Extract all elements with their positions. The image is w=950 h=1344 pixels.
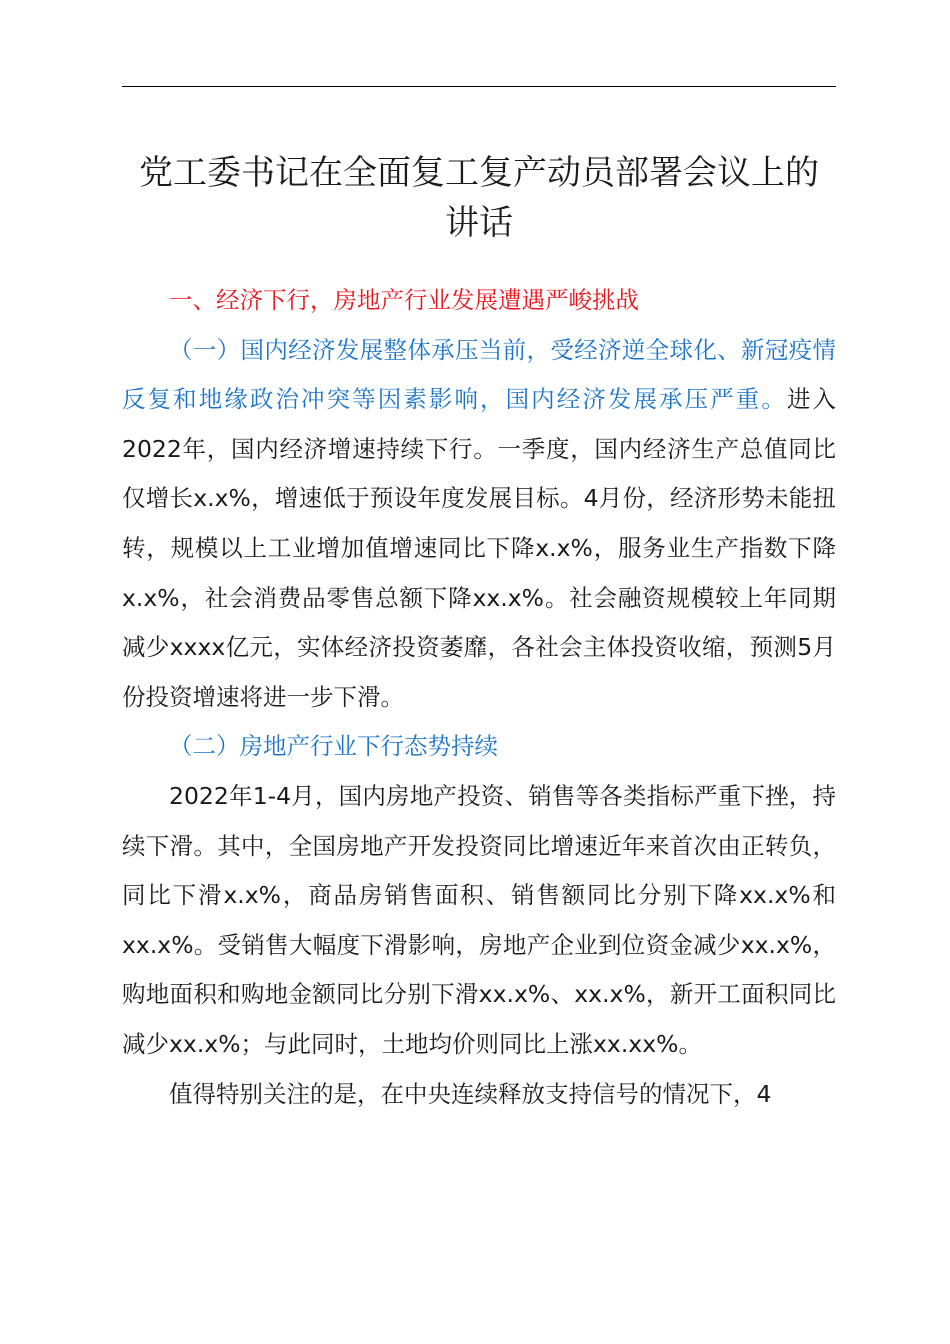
header-rule bbox=[122, 86, 836, 87]
paragraph-1-text: 进入2022年，国内经济增速持续下行。一季度，国内经济生产总值同比仅增长x.x%，增速低于预设年度发展目标。4月份，经济形势未能扭转，规模以上工业增加值增速同比下降x.x%，服务业生产指数下降x.x%，社会消费品零售总额下降xx.x%。社会融资规模较上年同期减少xxxx亿元，实体经济投资萎靡，各社会主体投资收缩，预测5月份投资增速将进一步下滑。 bbox=[122, 385, 837, 711]
paragraph-2: 2022年1-4月，国内房地产投资、销售等各类指标严重下挫，持续下滑。其中，全国房地产开发投资同比增速近年来首次由正转负，同比下滑x.x%，商品房销售面积、销售额同比分别下降xx.x%和xx.x%。受销售大幅度下滑影响，房地产企业到位资金减少xx.x%，购地面积和购地金额同比分别下滑xx.x%、xx.x%，新开工面积同比减少xx.x%；与此同时，土地均价则同比上涨xx.xx%。 bbox=[122, 781, 836, 1058]
document-body bbox=[122, 276, 836, 1119]
paragraph-3: 值得特别关注的是，在中央连续释放支持信号的情况下，4 bbox=[169, 1079, 772, 1108]
paragraph-1 bbox=[122, 326, 836, 723]
subsection-heading-2: （二）房地产行业下行态势持续 bbox=[169, 732, 498, 761]
section-heading-1: 一、经济下行，房地产行业发展遭遇严峻挑战 bbox=[169, 286, 639, 314]
page-title-text-line2: 讲话 bbox=[445, 203, 513, 243]
page-title-text: 党工委书记在全面复工复产动员部署会议上的 bbox=[139, 153, 819, 193]
page-title bbox=[122, 148, 836, 248]
subsection-heading-1: （一）国内经济发展整体承压当前，受经济逆全球化、新冠疫情反复和地缘政治冲突等因素影响，国内经济发展承压严重。 bbox=[122, 335, 836, 414]
